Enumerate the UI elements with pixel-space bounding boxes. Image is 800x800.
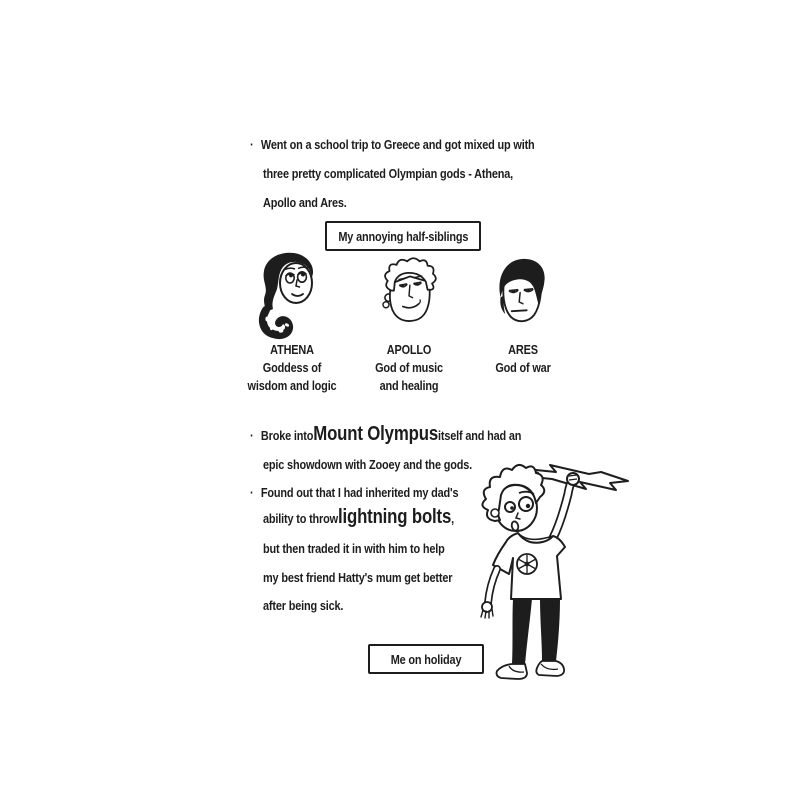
bullet-dot: · xyxy=(250,428,254,443)
events-line-6: my best friend Hatty's mum get better xyxy=(263,570,453,585)
ares-portrait-illustration xyxy=(494,256,550,331)
apollo-portrait-illustration xyxy=(378,256,440,334)
events-4-post: , xyxy=(451,511,455,526)
ares-title-1: God of war xyxy=(495,360,551,375)
events-1-big: Mount Olympus xyxy=(313,423,439,445)
intro-line-2: three pretty complicated Olympian gods - Athena, xyxy=(263,166,514,181)
half-siblings-label-box xyxy=(325,221,481,251)
bullet-dot: · xyxy=(250,485,254,500)
events-line-1 xyxy=(250,424,521,444)
athena-name: ATHENA xyxy=(270,342,314,357)
events-line-2: epic showdown with Zooey and the gods. xyxy=(263,457,472,472)
events-line-7: after being sick. xyxy=(263,598,344,613)
apollo-title-2: and healing xyxy=(379,378,439,393)
events-1-post: itself and had an xyxy=(438,428,522,443)
athena-title-1: Goddess of xyxy=(262,360,322,375)
events-3-text: Found out that I had inherited my dad's xyxy=(260,485,459,500)
events-line-3 xyxy=(250,485,458,501)
holiday-label: Me on holiday xyxy=(390,651,462,667)
athena-title-2: wisdom and logic xyxy=(247,378,337,393)
apollo-name: APOLLO xyxy=(386,342,432,357)
intro-line-1 xyxy=(250,137,535,153)
ares-name: ARES xyxy=(508,342,538,357)
boy-holding-lightning-bolt-illustration xyxy=(460,452,630,697)
events-4-big: lightning bolts xyxy=(337,506,452,528)
events-4-pre: ability to throw xyxy=(263,511,338,526)
athena-portrait-illustration xyxy=(252,250,322,340)
intro-text-1: Went on a school trip to Greece and got mixed up with xyxy=(260,137,535,152)
half-siblings-label: My annoying half-siblings xyxy=(338,228,468,244)
apollo-title-1: God of music xyxy=(375,360,443,375)
bullet-dot: · xyxy=(250,137,254,152)
events-1-pre: Broke into xyxy=(260,428,314,443)
intro-line-3: Apollo and Ares. xyxy=(263,195,347,210)
events-line-4 xyxy=(263,507,454,527)
events-line-5: but then traded it in with him to help xyxy=(263,541,445,556)
